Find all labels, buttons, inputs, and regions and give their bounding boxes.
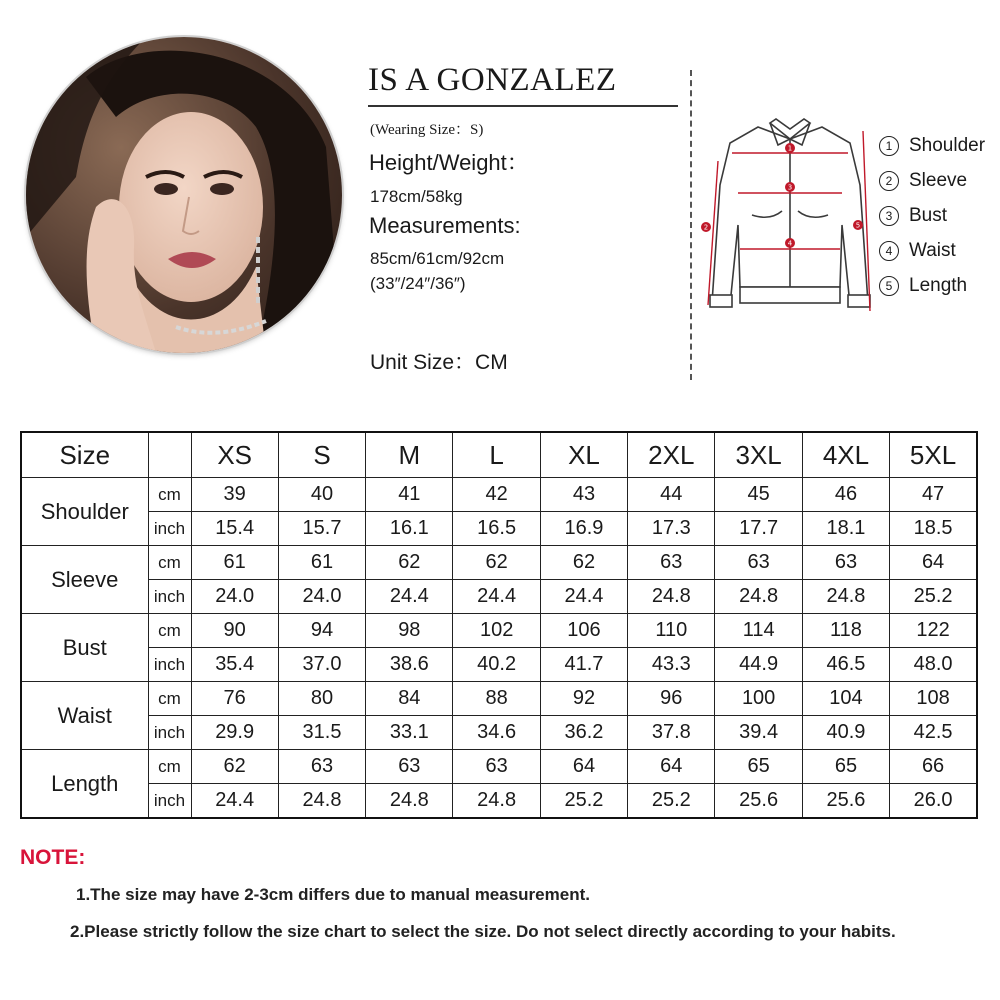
measure-name-cell: Waist — [21, 682, 148, 750]
value-cell: 16.5 — [453, 512, 540, 546]
value-cell: 43 — [540, 478, 627, 512]
value-cell: 62 — [540, 546, 627, 580]
value-cell: 25.2 — [890, 580, 977, 614]
measure-name-cell: Sleeve — [21, 546, 148, 614]
value-cell: 63 — [802, 546, 889, 580]
value-cell: 25.6 — [802, 784, 889, 819]
table-row — [21, 716, 977, 750]
value-cell: 96 — [628, 682, 715, 716]
value-cell: 24.4 — [366, 580, 453, 614]
value-cell: 39 — [191, 478, 278, 512]
table-header-row — [21, 432, 977, 478]
value-cell: 36.2 — [540, 716, 627, 750]
value-cell: 18.5 — [890, 512, 977, 546]
table-row — [21, 580, 977, 614]
value-cell: 66 — [890, 750, 977, 784]
jacket-marker-2: 2 — [703, 223, 709, 232]
unit-cell: cm — [148, 614, 191, 648]
value-cell: 92 — [540, 682, 627, 716]
value-cell: 40 — [278, 478, 365, 512]
value-cell: 16.1 — [366, 512, 453, 546]
value-cell: 106 — [540, 614, 627, 648]
value-cell: 63 — [366, 750, 453, 784]
jacket-marker-5: 5 — [855, 221, 861, 230]
value-cell: 118 — [802, 614, 889, 648]
value-cell: 65 — [802, 750, 889, 784]
value-cell: 29.9 — [191, 716, 278, 750]
measurements-label: Measurements: — [369, 213, 521, 238]
value-cell: 42 — [453, 478, 540, 512]
value-cell: 76 — [191, 682, 278, 716]
value-cell: 16.9 — [540, 512, 627, 546]
value-cell: 25.2 — [628, 784, 715, 819]
unit-cell: inch — [148, 784, 191, 819]
unit-size-value: CM — [475, 351, 508, 374]
model-portrait — [26, 37, 342, 353]
size-chart-table — [20, 431, 978, 819]
wearing-size: (Wearing Size：S) — [370, 122, 484, 138]
value-cell: 44 — [628, 478, 715, 512]
legend-item-sleeve — [879, 163, 985, 198]
value-cell: 114 — [715, 614, 802, 648]
value-cell: 24.4 — [540, 580, 627, 614]
value-cell: 48.0 — [890, 648, 977, 682]
size-header: Size — [21, 432, 148, 478]
legend-label: Sleeve — [909, 169, 968, 191]
legend-number: 5 — [879, 276, 899, 296]
value-cell: 65 — [715, 750, 802, 784]
size-column-header: 4XL — [802, 432, 889, 478]
unit-size-label: Unit Size： — [370, 351, 476, 374]
note-title: NOTE: — [20, 846, 86, 869]
value-cell: 24.8 — [278, 784, 365, 819]
value-cell: 63 — [628, 546, 715, 580]
value-cell: 24.0 — [191, 580, 278, 614]
height-weight-label: Height/Weight： — [369, 150, 529, 175]
value-cell: 64 — [890, 546, 977, 580]
value-cell: 15.4 — [191, 512, 278, 546]
size-column-header: 2XL — [628, 432, 715, 478]
value-cell: 63 — [453, 750, 540, 784]
value-cell: 41.7 — [540, 648, 627, 682]
size-column-header: 3XL — [715, 432, 802, 478]
table-row — [21, 784, 977, 819]
value-cell: 62 — [191, 750, 278, 784]
value-cell: 45 — [715, 478, 802, 512]
unit-cell: inch — [148, 716, 191, 750]
jacket-marker-1: 1 — [787, 144, 793, 153]
legend-label: Length — [909, 274, 968, 296]
legend-label: Shoulder — [909, 134, 986, 156]
model-photo-illustration — [26, 37, 342, 353]
legend-number: 1 — [879, 136, 899, 156]
value-cell: 108 — [890, 682, 977, 716]
value-cell: 24.8 — [715, 580, 802, 614]
value-cell: 61 — [191, 546, 278, 580]
value-cell: 39.4 — [715, 716, 802, 750]
size-column-header: XS — [191, 432, 278, 478]
value-cell: 25.6 — [715, 784, 802, 819]
size-column-header: S — [278, 432, 365, 478]
value-cell: 98 — [366, 614, 453, 648]
value-cell: 94 — [278, 614, 365, 648]
section-divider — [690, 70, 692, 380]
size-column-header: XL — [540, 432, 627, 478]
value-cell: 24.8 — [802, 580, 889, 614]
value-cell: 88 — [453, 682, 540, 716]
legend-number: 3 — [879, 206, 899, 226]
table-row — [21, 682, 977, 716]
table-row — [21, 512, 977, 546]
value-cell: 46.5 — [802, 648, 889, 682]
value-cell: 38.6 — [366, 648, 453, 682]
unit-cell: cm — [148, 750, 191, 784]
size-column-header: L — [453, 432, 540, 478]
unit-cell: inch — [148, 580, 191, 614]
value-cell: 104 — [802, 682, 889, 716]
table-row — [21, 648, 977, 682]
value-cell: 80 — [278, 682, 365, 716]
table-row — [21, 614, 977, 648]
measure-name-cell: Length — [21, 750, 148, 819]
value-cell: 26.0 — [890, 784, 977, 819]
value-cell: 24.8 — [628, 580, 715, 614]
legend-label: Bust — [909, 204, 948, 226]
value-cell: 37.8 — [628, 716, 715, 750]
unit-header — [148, 432, 191, 478]
value-cell: 24.4 — [191, 784, 278, 819]
value-cell: 15.7 — [278, 512, 365, 546]
value-cell: 64 — [628, 750, 715, 784]
value-cell: 62 — [366, 546, 453, 580]
height-weight-value: 178cm/58kg — [370, 187, 463, 206]
measurements-cm: 85cm/61cm/92cm — [370, 249, 505, 268]
value-cell: 34.6 — [453, 716, 540, 750]
jacket-marker-4: 4 — [787, 239, 793, 248]
value-cell: 62 — [453, 546, 540, 580]
size-column-header: 5XL — [890, 432, 977, 478]
measure-name-cell: Shoulder — [21, 478, 148, 546]
value-cell: 31.5 — [278, 716, 365, 750]
legend-label: Waist — [909, 239, 956, 261]
legend-item-waist — [879, 233, 985, 268]
value-cell: 84 — [366, 682, 453, 716]
table-row — [21, 546, 977, 580]
value-cell: 42.5 — [890, 716, 977, 750]
legend-item-bust — [879, 198, 985, 233]
unit-cell: inch — [148, 512, 191, 546]
value-cell: 24.0 — [278, 580, 365, 614]
table-row — [21, 478, 977, 512]
value-cell: 43.3 — [628, 648, 715, 682]
value-cell: 90 — [191, 614, 278, 648]
value-cell: 40.9 — [802, 716, 889, 750]
value-cell: 63 — [715, 546, 802, 580]
note-item: 1.The size may have 2-3cm differs due to manual measurement. — [76, 885, 590, 904]
value-cell: 24.8 — [453, 784, 540, 819]
jacket-marker-3: 3 — [787, 183, 793, 192]
unit-cell: inch — [148, 648, 191, 682]
value-cell: 35.4 — [191, 648, 278, 682]
value-cell: 102 — [453, 614, 540, 648]
value-cell: 61 — [278, 546, 365, 580]
value-cell: 64 — [540, 750, 627, 784]
value-cell: 46 — [802, 478, 889, 512]
unit-size — [370, 346, 508, 376]
legend-item-length — [879, 268, 985, 303]
value-cell: 63 — [278, 750, 365, 784]
value-cell: 40.2 — [453, 648, 540, 682]
size-chart-body — [21, 478, 977, 819]
value-cell: 122 — [890, 614, 977, 648]
value-cell: 41 — [366, 478, 453, 512]
value-cell: 17.7 — [715, 512, 802, 546]
value-cell: 37.0 — [278, 648, 365, 682]
value-cell: 44.9 — [715, 648, 802, 682]
brand-title: IS A GONZALEZ — [368, 62, 617, 98]
value-cell: 100 — [715, 682, 802, 716]
value-cell: 47 — [890, 478, 977, 512]
measurements-inch: (33″/24″/36″) — [370, 274, 466, 293]
legend-item-shoulder — [879, 128, 985, 163]
value-cell: 25.2 — [540, 784, 627, 819]
size-column-header: M — [366, 432, 453, 478]
measure-name-cell: Bust — [21, 614, 148, 682]
value-cell: 24.4 — [453, 580, 540, 614]
measurement-legend — [879, 128, 985, 303]
value-cell: 18.1 — [802, 512, 889, 546]
value-cell: 110 — [628, 614, 715, 648]
value-cell: 24.8 — [366, 784, 453, 819]
legend-number: 2 — [879, 171, 899, 191]
jacket-measurement-diagram — [700, 115, 880, 325]
value-cell: 17.3 — [628, 512, 715, 546]
table-row — [21, 750, 977, 784]
unit-cell: cm — [148, 478, 191, 512]
unit-cell: cm — [148, 546, 191, 580]
note-item: 2.Please strictly follow the size chart to select the size. Do not select directly according to your habits. — [70, 922, 896, 941]
legend-number: 4 — [879, 241, 899, 261]
brand-underline — [368, 105, 678, 107]
unit-cell: cm — [148, 682, 191, 716]
value-cell: 33.1 — [366, 716, 453, 750]
